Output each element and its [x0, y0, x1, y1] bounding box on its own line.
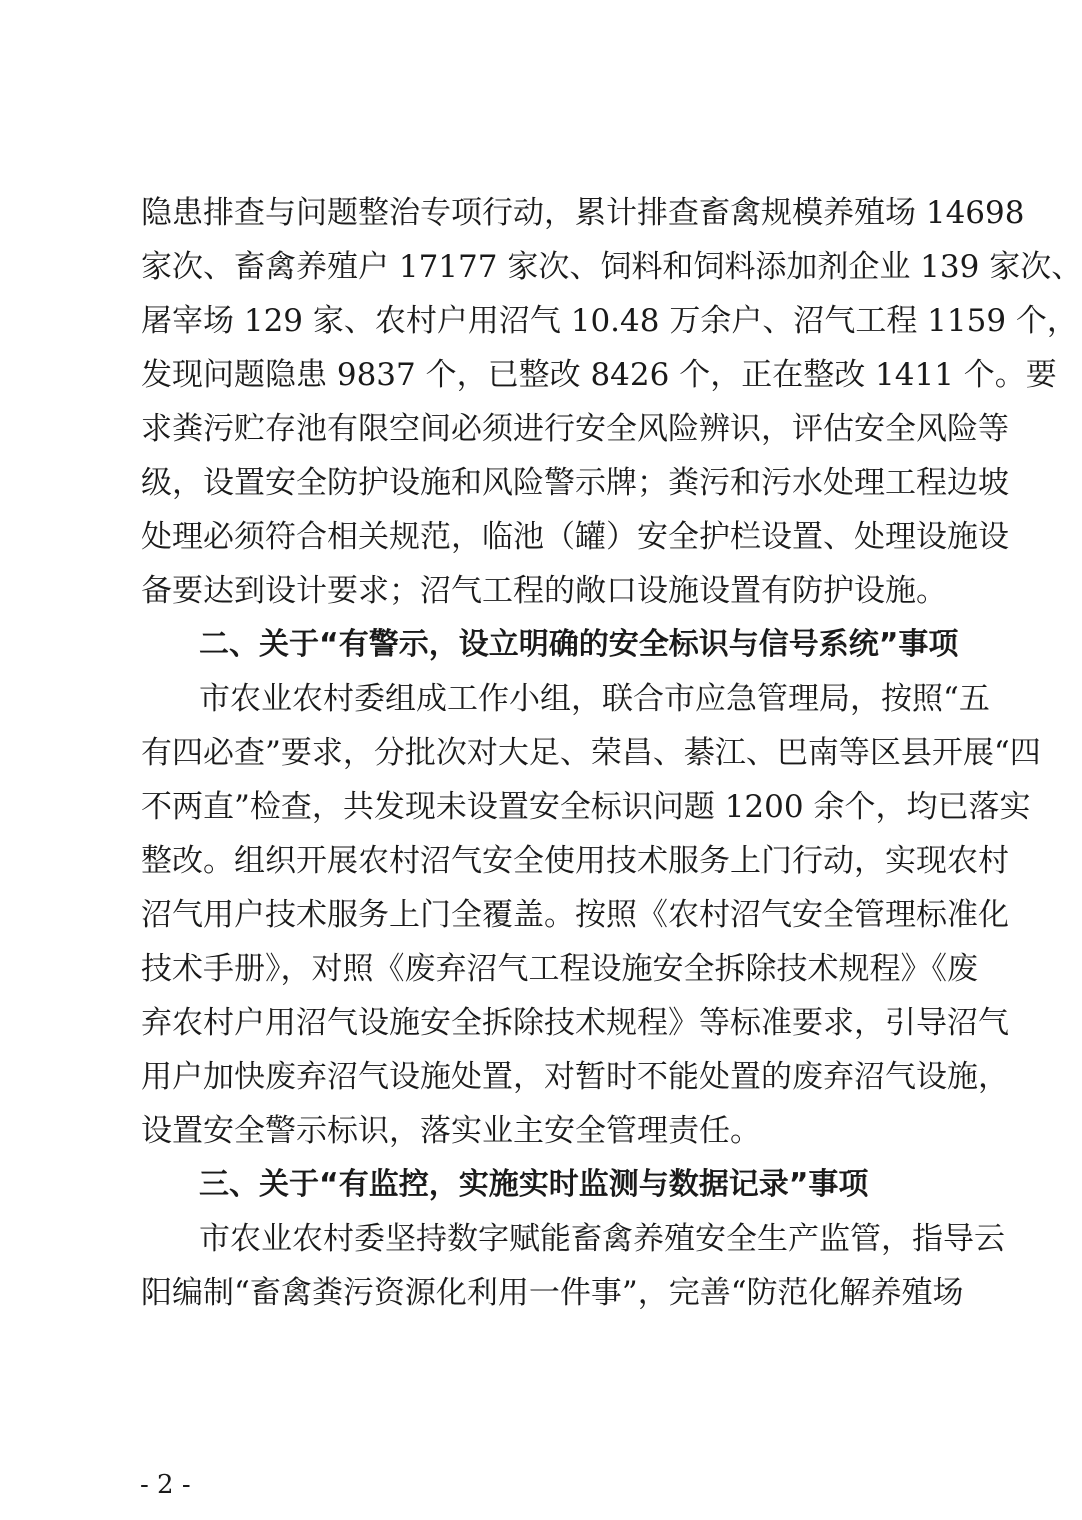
text-line: 备要达到设计要求；沼气工程的敞口设施设置有防护设施。 [141, 573, 947, 609]
text-line: 屠宰场 129 家、农村户用沼气 10.48 万余户、沼气工程 1159 个， [141, 303, 1078, 339]
text-line: 不两直”检查，共发现未设置安全标识问题 1200 余个，均已落实 [141, 789, 1031, 825]
section-heading-monitoring: 三、关于“有监控，实施实时监测与数据记录”事项 [199, 1167, 869, 1202]
text-line: 技术手册》，对照《废弃沼气工程设施安全拆除技术规程》《废 [141, 951, 978, 987]
text-line: 设置安全警示标识，落实业主安全管理责任。 [141, 1113, 761, 1149]
text-line: 处理必须符合相关规范，临池（罐）安全护栏设置、处理设施设 [141, 519, 1009, 555]
text-line: 级，设置安全防护设施和风险警示牌；粪污和污水处理工程边坡 [141, 465, 1009, 501]
text-line: 家次、畜禽养殖户 17177 家次、饲料和饲料添加剂企业 139 家次、 [141, 249, 1082, 285]
text-line: 有四必查”要求，分批次对大足、荣昌、綦江、巴南等区县开展“四 [141, 735, 1041, 771]
text-line: 用户加快废弃沼气设施处置，对暂时不能处置的废弃沼气设施， [141, 1059, 1009, 1095]
section-heading-warning: 二、关于“有警示，设立明确的安全标识与信号系统”事项 [199, 627, 959, 662]
text-line: 整改。组织开展农村沼气安全使用技术服务上门行动，实现农村 [141, 843, 1009, 879]
text-line: 阳编制“畜禽粪污资源化利用一件事”，完善“防范化解养殖场 [141, 1275, 964, 1311]
text-line: 隐患排查与问题整治专项行动，累计排查畜禽规模养殖场 14698 [141, 195, 1025, 231]
text-line: 市农业农村委坚持数字赋能畜禽养殖安全生产监管，指导云 [199, 1221, 1005, 1257]
page-number: - 2 - [140, 1470, 191, 1500]
text-line: 弃农村户用沼气设施安全拆除技术规程》等标准要求，引导沼气 [141, 1005, 1009, 1041]
text-line: 求粪污贮存池有限空间必须进行安全风险辨识，评估安全风险等 [141, 411, 1009, 447]
text-line: 发现问题隐患 9837 个，已整改 8426 个，正在整改 1411 个。要 [141, 357, 1057, 393]
text-line: 沼气用户技术服务上门全覆盖。按照《农村沼气安全管理标准化 [141, 897, 1009, 933]
text-line: 市农业农村委组成工作小组，联合市应急管理局，按照“五 [199, 681, 990, 717]
